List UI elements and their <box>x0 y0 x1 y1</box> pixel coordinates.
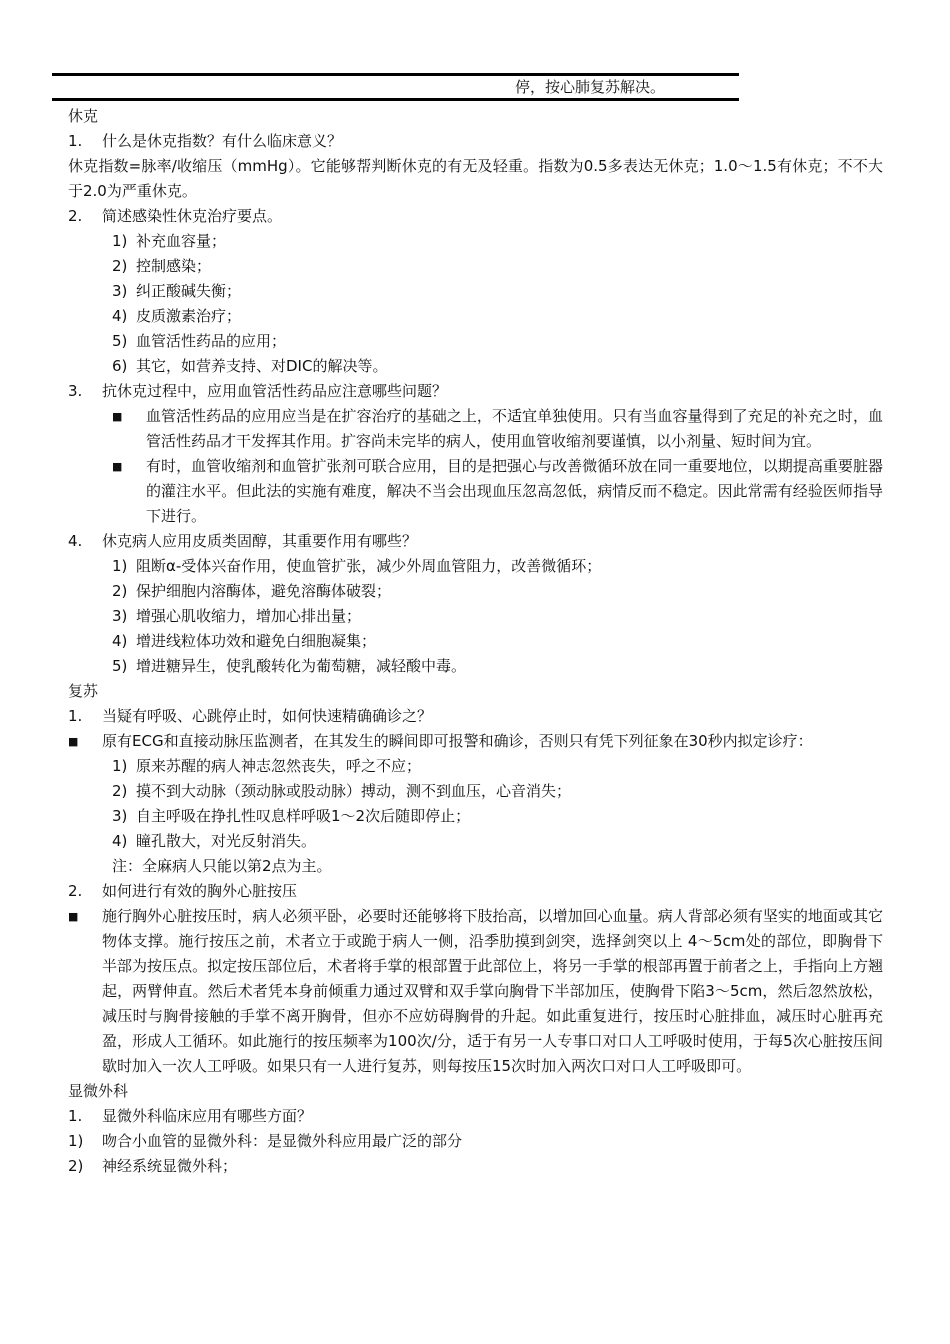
running-header: 停，按心肺复苏解决。 <box>515 78 666 96</box>
list-item: 3) 纠正酸碱失衡； <box>112 282 242 300</box>
question: 2. 简述感染性休克治疗要点。 <box>68 207 283 225</box>
bullet-item: ■ 有时，血管收缩剂和血管扩张剂可联合应用，目的是把强心与改善微循环放在同一重要地位，以期提高重要脏器的灌注水平。但此法的实施有难度，解决不当会出现血压忽高忽低，病情反而不稳定。因此常需有经验医师指导下进行。 <box>68 454 883 529</box>
list-item: 5) 增进糖异生，使乳酸转化为葡萄糖，减轻酸中毒。 <box>112 657 467 675</box>
bullet-square-icon: ■ <box>112 410 123 423</box>
bullet-item: ■ 原有ECG和直接动脉压监测者，在其发生的瞬间即可报警和确诊，否则只有凭下列征象在30秒内拟定诊疗： <box>68 729 883 754</box>
list-item: 1) 原来苏醒的病人神志忽然丧失，呼之不应； <box>112 757 422 775</box>
list-item: 3) 自主呼吸在挣扎性叹息样呼吸1～2次后随即停止； <box>112 807 471 825</box>
question: 2. 如何进行有效的胸外心脏按压 <box>68 882 298 900</box>
bullet-square-icon: ■ <box>68 735 79 748</box>
header-rule-bottom <box>52 98 739 101</box>
bullet-square-icon: ■ <box>112 460 123 473</box>
question: 1. 什么是休克指数？有什么临床意义？ <box>68 132 343 150</box>
question: 4. 休克病人应用皮质类固醇，其重要作用有哪些？ <box>68 532 418 550</box>
bullet-square-icon: ■ <box>68 910 79 923</box>
answer-paragraph: 休克指数=脉率/收缩压（mmHg）。它能够帮判断休克的有无及轻重。指数为0.5多表达无休克；1.0～1.5有休克；不不大于2.0为严重休克。 <box>68 157 883 200</box>
section-title-shock: 休克 <box>68 107 99 125</box>
list-item: 2) 神经系统显微外科； <box>68 1157 238 1175</box>
list-item: 1) 吻合小血管的显微外科：是显微外科应用最广泛的部分 <box>68 1132 463 1150</box>
list-item: 2) 控制感染； <box>112 257 212 275</box>
list-item: 6) 其它，如营养支持、对DIC的解决等。 <box>112 357 388 375</box>
question: 1. 当疑有呼吸、心跳停止时，如何快速精确确诊之？ <box>68 707 433 725</box>
list-item: 3) 增强心肌收缩力，增加心排出量； <box>112 607 362 625</box>
list-item: 1) 补充血容量； <box>112 232 227 250</box>
list-item: 4) 皮质激素治疗； <box>112 307 242 325</box>
question: 3. 抗休克过程中，应用血管活性药品应注意哪些问题？ <box>68 382 448 400</box>
list-item: 4) 增进线粒体功效和避免白细胞凝集； <box>112 632 377 650</box>
document-body <box>68 104 883 1179</box>
bullet-item: ■ 血管活性药品的应用应当是在扩容治疗的基础之上，不适宜单独使用。只有当血容量得到了充足的补充之时，血管活性药品才干发挥其作用。扩容尚未完毕的病人，使用血管收缩剂要谨慎，以小剂量、短时间为宜。 <box>68 404 883 454</box>
note: 注：全麻病人只能以第2点为主。 <box>112 857 332 875</box>
section-title-resuscitation: 复苏 <box>68 682 99 700</box>
bullet-item: ■ 施行胸外心脏按压时，病人必须平卧，必要时还能够将下肢抬高，以增加回心血量。病人背部必须有坚实的地面或其它物体支撑。施行按压之前，术者立于或跪于病人一侧，沿季肋摸到剑突，选择剑突以上 4～5cm处的部位，即胸骨下半部为按压点。拟定按压部位后，术者将手掌的根部置于此部位上，将另一手掌的根部再置于前者之上，手指向上方翘起，两臂伸直。然后术者凭本身前倾重力通过双臂和双手掌向胸骨下半部加压，使胸骨下陷3～5cm，然后忽然放松，减压时与胸骨接触的手掌不离开胸骨，但亦不应妨碍胸骨的升起。如此重复进行，按压时心脏排血，减压时心脏再充盈，形成人工循环。如此施行的按压频率为100次/分，适于有另一人专事口对口人工呼吸时使用，于每5次心脏按压间歇时加入一次人工呼吸。如果只有一人进行复苏，则每按压15次时加入两次口对口人工呼吸即可。 <box>68 904 883 1079</box>
section-title-microsurgery: 显微外科 <box>68 1082 129 1100</box>
list-item: 5) 血管活性药品的应用； <box>112 332 287 350</box>
list-item: 2) 摸不到大动脉（颈动脉或股动脉）搏动，测不到血压，心音消失； <box>112 782 572 800</box>
list-item: 4) 瞳孔散大，对光反射消失。 <box>112 832 317 850</box>
list-item: 2) 保护细胞内溶酶体，避免溶酶体破裂； <box>112 582 392 600</box>
question: 1. 显微外科临床应用有哪些方面？ <box>68 1107 313 1125</box>
list-item: 1) 阻断α-受体兴奋作用，使血管扩张，减少外周血管阻力，改善微循环； <box>112 557 602 575</box>
